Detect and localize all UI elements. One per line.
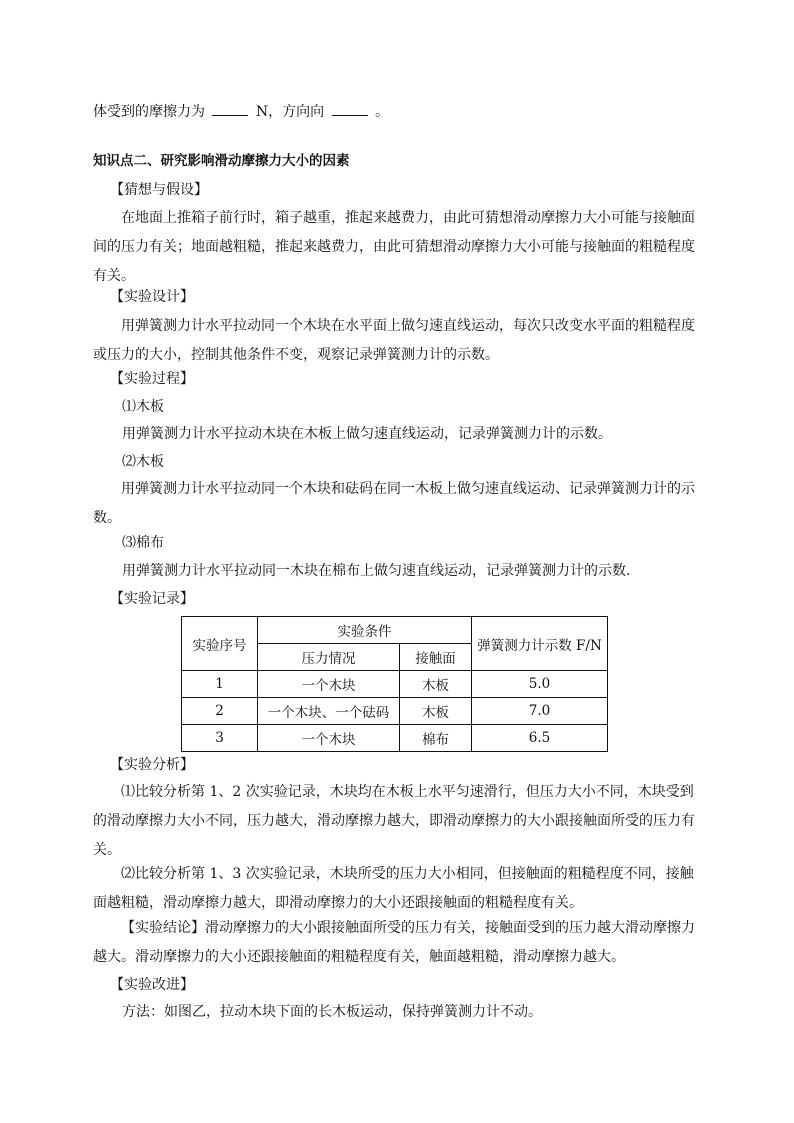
table-row: [182, 725, 608, 752]
conclusion-heading: 【实验结论】: [121, 920, 205, 936]
section-title: 知识点二、研究影响滑动摩擦力大小的因素: [93, 153, 350, 169]
conclusion-block: [93, 914, 703, 972]
header-no: 实验序号: [182, 617, 258, 671]
table-row: [182, 671, 608, 698]
process-heading: 【实验过程】: [110, 371, 194, 387]
record-table: [181, 616, 608, 752]
cell-no: 2: [182, 698, 258, 725]
header-force: 压力情况: [258, 644, 400, 671]
analysis-p2: ⑵比较分析第 1、3 次实验记录，木块所受的压力大小相同，但接触面的粗糙程度不同，接触面越粗糙，滑动摩擦力越大，即滑动摩擦力的大小还跟接触面的粗糙程度有关。: [93, 866, 694, 911]
improve-heading: 【实验改进】: [110, 977, 194, 993]
analysis-heading: 【实验分析】: [110, 757, 194, 773]
previous-question-line: [93, 101, 389, 122]
header-surface: 接触面: [400, 644, 472, 671]
question-end: 。: [375, 104, 390, 120]
cell-no: 1: [182, 671, 258, 698]
cell-surface: 木板: [400, 671, 472, 698]
design-text: 用弹簧测力计水平拉动同一个木块在水平面上做匀速直线运动，每次只改变水平面的粗糙程度或压力的大小，控制其他条件不变，观察记录弹簧测力计的示数。: [93, 318, 695, 363]
step1-text: 用弹簧测力计水平拉动木块在木板上做匀速直线运动，记录弹簧测力计的示数。: [122, 426, 612, 442]
header-reading: 弹簧测力计示数 F/N: [472, 617, 608, 671]
answer-blank-1[interactable]: [212, 101, 248, 116]
header-condition: 实验条件: [258, 617, 472, 644]
hypothesis-heading: 【猜想与假设】: [110, 182, 208, 198]
cell-force: 一个木块: [258, 725, 400, 752]
cell-force: 一个木块、一个砝码: [258, 698, 400, 725]
answer-blank-2[interactable]: [332, 101, 368, 116]
table-row: [182, 698, 608, 725]
hypothesis-text: 在地面上推箱子前行时，箱子越重，推起来越费力，由此可猜想滑动摩擦力大小可能与接触面间的压力有关；地面越粗糙，推起来越费力，由此可猜想滑动摩擦力大小可能与接触面的粗糙程度有关。: [93, 210, 695, 284]
cell-surface: 木板: [400, 698, 472, 725]
cell-force: 一个木块: [258, 671, 400, 698]
analysis-p1: ⑴比较分析第 1、2 次实验记录，木块均在木板上水平匀速滑行，但压力大小不同，木块受到的滑动摩擦力大小不同，压力越大，滑动摩擦力越大，即滑动摩擦力的大小跟接触面所受的压力有关。: [93, 784, 695, 858]
step3-label: ⑶棉布: [122, 535, 164, 551]
conclusion-text: 滑动摩擦力的大小跟接触面所受的压力有关，接触面受到的压力越大滑动摩擦力越大。滑动摩擦力的大小还跟接触面的粗糙程度有关，触面越粗糙，滑动摩擦力越大。: [93, 920, 695, 965]
cell-reading: 6.5: [472, 725, 608, 752]
cell-surface: 棉布: [400, 725, 472, 752]
question-unit: N，方向向: [255, 104, 325, 120]
improve-text: 方法：如图乙，拉动木块下面的长木板运动，保持弹簧测力计不动。: [122, 1004, 542, 1020]
record-heading: 【实验记录】: [110, 591, 194, 607]
step3-text: 用弹簧测力计水平拉动同一木块在棉布上做匀速直线运动，记录弹簧测力计的示数.: [122, 563, 631, 579]
cell-reading: 7.0: [472, 698, 608, 725]
design-heading: 【实验设计】: [110, 289, 194, 305]
step2-label: ⑵木板: [122, 454, 164, 470]
question-prefix: 体受到的摩擦力为: [93, 104, 205, 120]
cell-no: 3: [182, 725, 258, 752]
cell-reading: 5.0: [472, 671, 608, 698]
step1-label: ⑴木板: [122, 399, 164, 415]
table-header-row: [182, 617, 608, 644]
step2-text: 用弹簧测力计水平拉动同一个木块和砝码在同一木板上做匀速直线运动、记录弹簧测力计的示数。: [93, 481, 695, 526]
